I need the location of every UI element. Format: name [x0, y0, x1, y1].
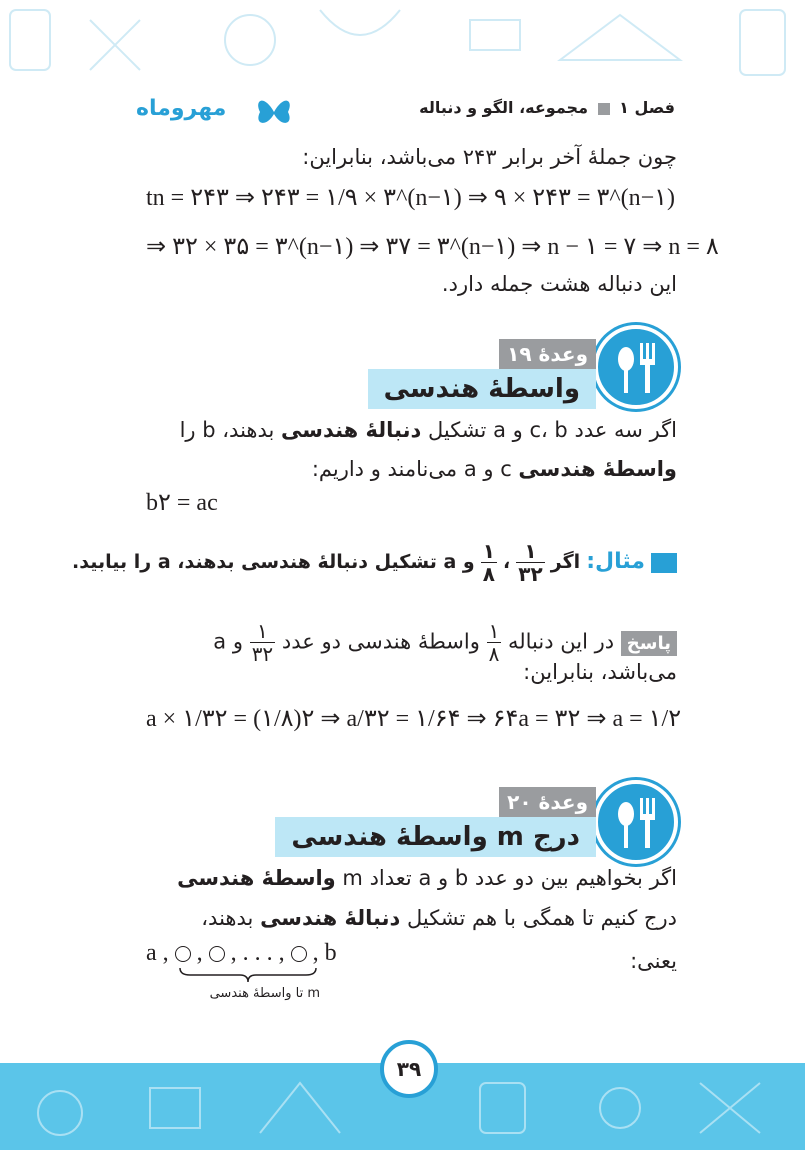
- answer-equation: a × ۱/۳۲ = (۱/۸)۲ ⇒ a/۳۲ = ۱/۶۴ ⇒ ۶۴a = ۳۲ ⇒ a = ۱/۲: [146, 706, 682, 732]
- section-19-line-2: واسطهٔ هندسی c و a می‌نامند و داریم:: [311, 457, 677, 481]
- chapter-arrow-icon: [598, 103, 610, 115]
- intro-equation-1: tn = ۲۴۳ ⇒ ۲۴۳ = ۱/۹ × ۳^(n−۱) ⇒ ۹ × ۲۴۳ = ۳^(n−۱): [146, 185, 676, 211]
- fork-spoon-icon: [598, 784, 674, 860]
- answer-fraction-1-32: $\frac{۱}{۳۲}$: [251, 619, 274, 666]
- section-19-title: واسطهٔ هندسی: [368, 369, 596, 409]
- brand-name: مهروماه: [136, 96, 227, 121]
- section-20-title: درج m واسطهٔ هندسی: [275, 817, 596, 857]
- section-19-number: وعدهٔ ۱۹: [499, 339, 596, 369]
- underbrace: [178, 966, 318, 984]
- answer-line-2: می‌باشد، بنابراین:: [523, 660, 677, 684]
- section-19-line-1: اگر سه عدد c، b و a تشکیل دنبالهٔ هندسی بدهند، b را: [179, 418, 677, 442]
- page-number: ۳۹: [380, 1040, 438, 1098]
- section-20-line-1: اگر بخواهیم بین دو عدد b و a تعداد m واسطهٔ هندسی: [177, 866, 677, 890]
- section-20-badge: [594, 780, 678, 864]
- section-20-number: وعدهٔ ۲۰: [499, 787, 596, 817]
- intro-equation-2: ⇒ ۳۲ × ۳۵ = ۳^(n−۱) ⇒ ۳۷ = ۳^(n−۱) ⇒ n − ۱ = ۷ ⇒ n = ۸: [146, 234, 719, 260]
- butterfly-icon: [254, 94, 294, 130]
- chapter-title: مجموعه، الگو و دنباله: [419, 98, 588, 117]
- fork-spoon-icon: [598, 329, 674, 405]
- intro-conclusion: این دنباله هشت جمله دارد.: [441, 272, 677, 296]
- section-19-badge: [594, 325, 678, 409]
- intro-line: چون جملهٔ آخر برابر ۲۴۳ می‌باشد، بنابراین:: [302, 145, 677, 169]
- brand-logo: [132, 92, 302, 132]
- example-block: مثال: اگر $\frac{۱}{۳۲}$ ، $\frac{۱}{۸}$ و a تشکیل دنبالهٔ هندسی بدهند، a را بیابید.: [72, 540, 677, 585]
- section-20-line-2: درج کنیم تا همگی با هم تشکیل دنبالهٔ هندسی بدهند،: [201, 906, 677, 930]
- answer-tag: پاسخ: [621, 631, 677, 656]
- underbrace-label: m تا واسطهٔ هندسی: [209, 986, 320, 1001]
- answer-line-1: پاسخ در این دنباله $\frac{۱}{۸}$ واسطهٔ هندسی دو عدد $\frac{۱}{۳۲}$ و a: [213, 620, 677, 665]
- inserted-means-sequence: a , , , . . . , , b: [146, 940, 337, 966]
- header-decoration: [0, 0, 805, 95]
- geometric-mean-formula: b۲ = ac: [146, 490, 218, 516]
- fraction-1-8: $\frac{۱}{۸}$: [482, 539, 495, 586]
- chapter-label: فصل ۱: [619, 98, 675, 117]
- example-label: مثال:: [586, 549, 645, 574]
- chapter-heading: [419, 98, 675, 117]
- answer-fraction-1-8: $\frac{۱}{۸}$: [488, 619, 500, 666]
- cheese-icon: [651, 553, 677, 573]
- fraction-1-32: $\frac{۱}{۳۲}$: [518, 539, 543, 586]
- section-20-line-3: یعنی:: [630, 949, 677, 973]
